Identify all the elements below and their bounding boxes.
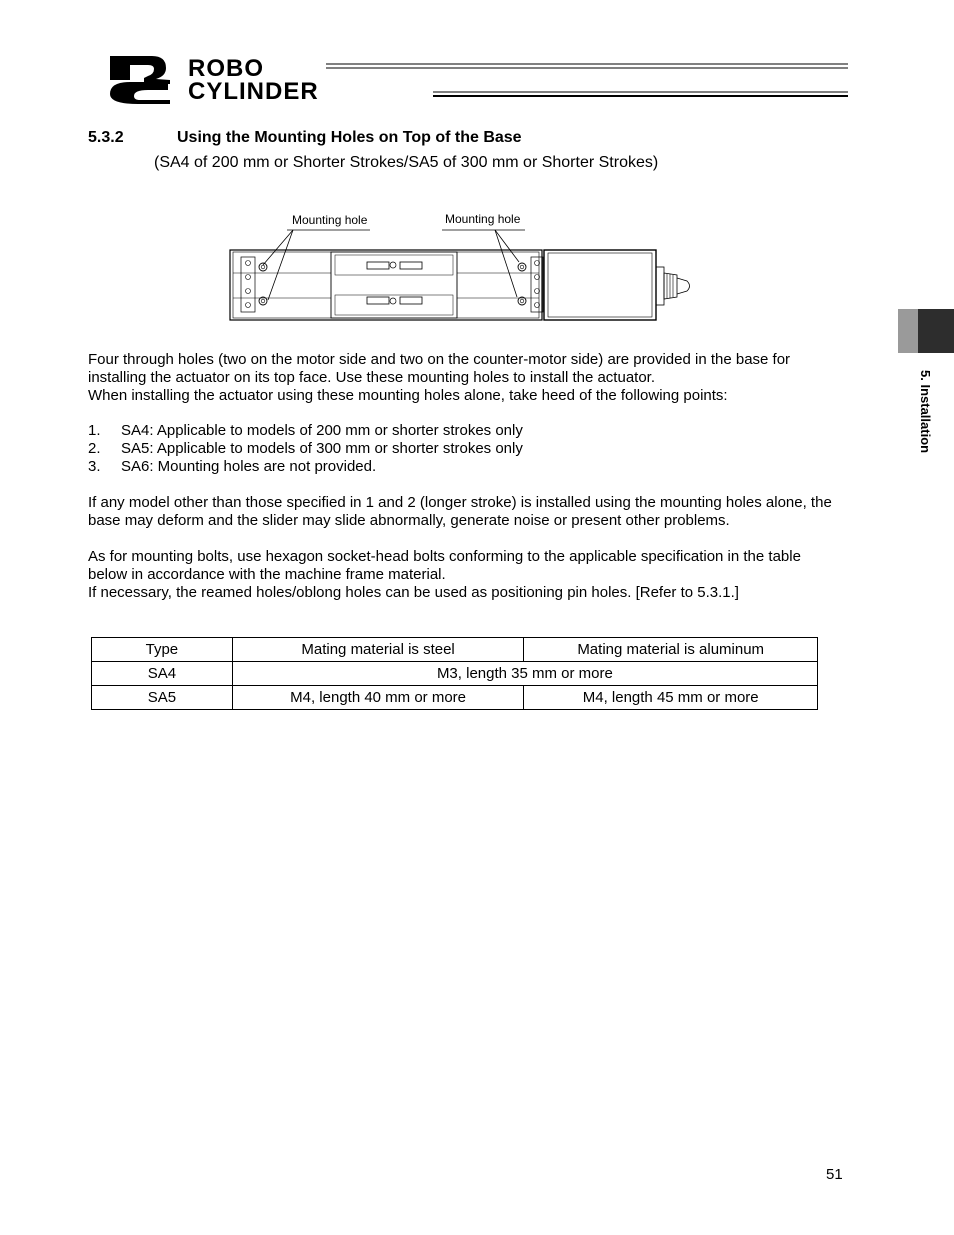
list-item: 1. SA4: Applicable to models of 200 mm or shorter strokes only [88, 422, 523, 439]
text-line: If any model other than those specified in 1 and 2 (longer stroke) is installed using the mounting holes alone, the [88, 494, 832, 511]
aluminum-value-cell: M4, length 45 mm or more [524, 686, 818, 710]
header-cell: Type [92, 638, 233, 662]
steel-value-cell: M4, length 40 mm or more [232, 686, 524, 710]
section-subtitle: (SA4 of 200 mm or Shorter Strokes/SA5 of 300 mm or Shorter Strokes) [154, 154, 659, 171]
rc-emblem-icon [110, 56, 170, 104]
applicability-list [88, 422, 868, 476]
header-cell: Mating material is steel [232, 638, 524, 662]
text-line: base may deform and the slider may slide abnormally, generate noise or present other problems. [88, 512, 730, 529]
bolts-paragraph [88, 548, 868, 602]
header-cell: Mating material is aluminum [524, 638, 818, 662]
merged-value-cell: M3, length 35 mm or more [232, 662, 817, 686]
text-line: When installing the actuator using these mounting holes alone, take heed of the following points: [88, 387, 728, 404]
robo-cylinder-logo [108, 54, 848, 104]
type-cell: SA5 [92, 686, 233, 710]
chapter-tab-dark [918, 309, 954, 353]
text-line: Four through holes (two on the motor side and two on the counter-motor side) are provided in the base for [88, 351, 791, 368]
logo-text-cylinder: CYLINDER [188, 78, 319, 104]
type-cell: SA4 [92, 662, 233, 686]
text-line: As for mounting bolts, use hexagon socket-head bolts conforming to the applicable specification in the table [88, 548, 801, 565]
page-number: 51 [826, 1166, 843, 1183]
table-row [92, 662, 818, 686]
chapter-side-label: 5. Installation [918, 370, 933, 454]
logo-text-robo: ROBO [188, 55, 264, 82]
list-item: 3. SA6: Mounting holes are not provided. [88, 458, 377, 475]
text-line: If necessary, the reamed holes/oblong holes can be used as positioning pin holes. [Refer to 5.3.1.] [88, 584, 739, 601]
warning-paragraph [88, 494, 868, 530]
table-row [92, 686, 818, 710]
list-item: 2. SA5: Applicable to models of 300 mm or shorter strokes only [88, 440, 523, 457]
bolt-spec-table [91, 637, 818, 710]
text-line: below in accordance with the machine frame material. [88, 566, 446, 583]
chapter-tab-light [898, 309, 918, 353]
mounting-hole-label-right: Mounting hole [445, 212, 521, 226]
intro-paragraph [88, 351, 868, 405]
actuator-top-view-diagram [225, 205, 700, 327]
section-title: Using the Mounting Holes on Top of the Base [177, 129, 522, 146]
section-number: 5.3.2 [88, 129, 124, 146]
text-line: installing the actuator on its top face. Use these mounting holes to install the actuator. [88, 369, 656, 386]
mounting-hole-label-left: Mounting hole [292, 213, 368, 227]
table-header-row [92, 638, 818, 662]
